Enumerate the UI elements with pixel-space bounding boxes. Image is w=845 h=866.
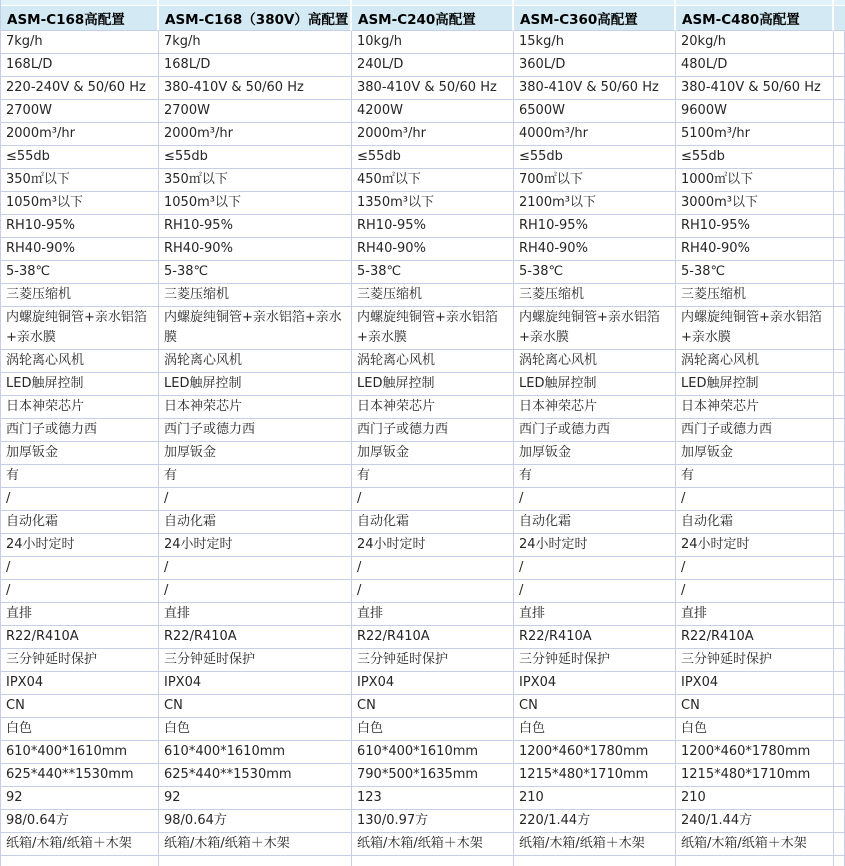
spec-cell: 有 [676, 465, 834, 488]
spec-cell: RH40-90% [1, 238, 159, 261]
spec-cell: 610*400*1610mm [1, 741, 159, 764]
spec-cell: 5-38℃ [159, 261, 352, 284]
spec-cell: 24小时定时 [159, 534, 352, 557]
spec-cell: 700㎡以下 [514, 169, 676, 192]
table-row [1, 810, 845, 833]
table-row [1, 396, 845, 419]
table-row [1, 284, 845, 307]
spec-cell: 加厚钣金 [514, 442, 676, 465]
spec-cell: IPX04 [676, 672, 834, 695]
row-edge-sliver [834, 396, 845, 419]
spec-cell: 三分钟延时保护 [159, 649, 352, 672]
spec-cell: 三菱压缩机 [1, 284, 159, 307]
spec-cell: / [1, 557, 159, 580]
table-row [1, 169, 845, 192]
table-row [1, 695, 845, 718]
table-row [1, 442, 845, 465]
bottom-strip-cell [352, 856, 514, 866]
spec-cell: 3000m³以下 [676, 192, 834, 215]
row-edge-sliver [834, 557, 845, 580]
row-edge-sliver [834, 31, 845, 54]
spec-cell: 1350m³以下 [352, 192, 514, 215]
spec-cell: / [352, 580, 514, 603]
spec-cell: 白色 [159, 718, 352, 741]
column-header: ASM-C168高配置 [1, 6, 159, 31]
spec-cell: / [676, 557, 834, 580]
spec-cell: LED触屏控制 [514, 373, 676, 396]
spec-cell: 日本神荣芯片 [676, 396, 834, 419]
spec-cell: 内螺旋纯铜管+亲水铝箔+亲水膜 [352, 307, 514, 350]
spec-cell: 日本神荣芯片 [514, 396, 676, 419]
row-edge-sliver [834, 672, 845, 695]
row-edge-sliver [834, 284, 845, 307]
spec-cell: 直排 [159, 603, 352, 626]
spec-cell: 涡轮离心风机 [1, 350, 159, 373]
spec-cell: / [1, 580, 159, 603]
spec-cell: 白色 [352, 718, 514, 741]
row-edge-sliver [834, 718, 845, 741]
spec-cell: RH10-95% [352, 215, 514, 238]
spec-cell: RH40-90% [514, 238, 676, 261]
spec-cell: R22/R410A [514, 626, 676, 649]
spec-cell: RH40-90% [676, 238, 834, 261]
spec-cell: / [514, 488, 676, 511]
spec-cell: 6500W [514, 100, 676, 123]
spec-cell: R22/R410A [676, 626, 834, 649]
spec-cell: 220/1.44方 [514, 810, 676, 833]
spec-cell: ≤55db [676, 146, 834, 169]
table-row [1, 534, 845, 557]
spec-cell: 三分钟延时保护 [514, 649, 676, 672]
spec-cell: 日本神荣芯片 [352, 396, 514, 419]
spec-cell: / [159, 488, 352, 511]
table-row [1, 419, 845, 442]
spec-cell: 5-38℃ [676, 261, 834, 284]
spec-cell: 350㎡以下 [159, 169, 352, 192]
spec-cell: RH10-95% [514, 215, 676, 238]
table-row [1, 626, 845, 649]
spec-cell: 加厚钣金 [1, 442, 159, 465]
row-edge-sliver [834, 238, 845, 261]
row-edge-sliver [834, 764, 845, 787]
spec-cell: 1050m³以下 [159, 192, 352, 215]
spec-cell: ≤55db [159, 146, 352, 169]
row-edge-sliver [834, 350, 845, 373]
column-header: ASM-C168（380V）高配置 [159, 6, 352, 31]
spec-cell: 1200*460*1780mm [676, 741, 834, 764]
spec-cell: RH10-95% [159, 215, 352, 238]
row-edge-sliver [834, 54, 845, 77]
spec-cell: LED触屏控制 [352, 373, 514, 396]
spec-cell: 380-410V & 50/60 Hz [352, 77, 514, 100]
row-edge-sliver [834, 77, 845, 100]
spec-cell: 380-410V & 50/60 Hz [159, 77, 352, 100]
spec-cell: 7kg/h [159, 31, 352, 54]
spec-cell: 98/0.64方 [159, 810, 352, 833]
spec-cell: 790*500*1635mm [352, 764, 514, 787]
spec-cell: 1050m³以下 [1, 192, 159, 215]
table-row [1, 192, 845, 215]
spec-cell: / [352, 557, 514, 580]
spec-cell: 西门子或德力西 [352, 419, 514, 442]
spec-cell: LED触屏控制 [1, 373, 159, 396]
spec-cell: 9600W [676, 100, 834, 123]
spec-cell: 三菱压缩机 [352, 284, 514, 307]
spec-cell: 5-38℃ [352, 261, 514, 284]
spec-cell: 5-38℃ [1, 261, 159, 284]
spec-cell: CN [352, 695, 514, 718]
table-row [1, 31, 845, 54]
bottom-strip-cell [159, 856, 352, 866]
spec-cell: 220-240V & 50/60 Hz [1, 77, 159, 100]
table-row [1, 603, 845, 626]
spec-cell: RH40-90% [159, 238, 352, 261]
table-row [1, 580, 845, 603]
spec-cell: 2700W [1, 100, 159, 123]
table-row [1, 787, 845, 810]
table-row [1, 718, 845, 741]
bottom-strip-cell [676, 856, 834, 866]
spec-cell: 610*400*1610mm [159, 741, 352, 764]
spec-cell: 2000m³/hr [1, 123, 159, 146]
table-row [1, 307, 845, 350]
spec-cell: 直排 [352, 603, 514, 626]
bottom-strip-cell [1, 856, 159, 866]
spec-cell: 360L/D [514, 54, 676, 77]
spec-cell: 1000㎡以下 [676, 169, 834, 192]
spec-cell: 有 [352, 465, 514, 488]
bottom-strip-cell [514, 856, 676, 866]
spec-cell: 直排 [1, 603, 159, 626]
spec-cell: 240/1.44方 [676, 810, 834, 833]
spec-cell: 西门子或德力西 [514, 419, 676, 442]
spec-cell: 625*440**1530mm [1, 764, 159, 787]
row-edge-sliver [834, 123, 845, 146]
table-row [1, 557, 845, 580]
spec-cell: 纸箱/木箱/纸箱＋木架 [676, 833, 834, 856]
spec-cell: 加厚钣金 [352, 442, 514, 465]
spec-cell: 加厚钣金 [159, 442, 352, 465]
spec-cell: 自动化霜 [514, 511, 676, 534]
spec-cell: 涡轮离心风机 [676, 350, 834, 373]
spec-cell: R22/R410A [1, 626, 159, 649]
table-row [1, 215, 845, 238]
row-edge-sliver [834, 146, 845, 169]
column-header: ASM-C480高配置 [676, 6, 834, 31]
bottom-strip-cell [834, 856, 845, 866]
spec-cell: / [676, 488, 834, 511]
spec-cell: / [514, 580, 676, 603]
spec-cell: 24小时定时 [352, 534, 514, 557]
row-edge-sliver [834, 787, 845, 810]
spec-cell: 1200*460*1780mm [514, 741, 676, 764]
row-edge-sliver [834, 511, 845, 534]
spec-cell: 610*400*1610mm [352, 741, 514, 764]
spec-cell: 5-38℃ [514, 261, 676, 284]
spec-cell: 168L/D [1, 54, 159, 77]
table-row [1, 350, 845, 373]
spec-cell: 加厚钣金 [676, 442, 834, 465]
spec-cell: IPX04 [1, 672, 159, 695]
table-row [1, 238, 845, 261]
spec-cell: 内螺旋纯铜管+亲水铝箔+亲水膜 [676, 307, 834, 350]
table-row [1, 123, 845, 146]
table-row [1, 741, 845, 764]
row-edge-sliver [834, 419, 845, 442]
spec-cell: / [352, 488, 514, 511]
spec-cell: 24小时定时 [1, 534, 159, 557]
spec-cell: 白色 [1, 718, 159, 741]
row-edge-sliver [834, 192, 845, 215]
spec-cell: 92 [1, 787, 159, 810]
spec-cell: R22/R410A [159, 626, 352, 649]
spec-cell: RH10-95% [676, 215, 834, 238]
spec-cell: 4200W [352, 100, 514, 123]
spec-cell: ≤55db [352, 146, 514, 169]
spec-cell: 2000m³/hr [352, 123, 514, 146]
spec-cell: 白色 [514, 718, 676, 741]
table-row [1, 100, 845, 123]
spec-cell: 2700W [159, 100, 352, 123]
spec-cell: 三菱压缩机 [676, 284, 834, 307]
row-edge-sliver [834, 442, 845, 465]
row-edge-sliver [834, 465, 845, 488]
spec-cell: CN [159, 695, 352, 718]
spec-cell: 自动化霜 [676, 511, 834, 534]
spec-cell: RH40-90% [352, 238, 514, 261]
table-row [1, 54, 845, 77]
spec-cell: 210 [514, 787, 676, 810]
spec-cell: 350㎡以下 [1, 169, 159, 192]
spec-cell: 1215*480*1710mm [676, 764, 834, 787]
row-edge-sliver [834, 261, 845, 284]
spec-cell: 纸箱/木箱/纸箱＋木架 [352, 833, 514, 856]
row-edge-sliver [834, 488, 845, 511]
row-edge-sliver [834, 810, 845, 833]
column-header: ASM-C360高配置 [514, 6, 676, 31]
column-header: ASM-C240高配置 [352, 6, 514, 31]
spec-cell: 98/0.64方 [1, 810, 159, 833]
spec-cell: 西门子或德力西 [159, 419, 352, 442]
row-edge-sliver [834, 649, 845, 672]
spec-cell: IPX04 [159, 672, 352, 695]
spec-cell: 240L/D [352, 54, 514, 77]
spec-cell: / [159, 580, 352, 603]
row-edge-sliver [834, 169, 845, 192]
spec-cell: / [159, 557, 352, 580]
spec-cell: 130/0.97方 [352, 810, 514, 833]
table-row [1, 373, 845, 396]
spec-cell: 380-410V & 50/60 Hz [514, 77, 676, 100]
table-row [1, 261, 845, 284]
spec-cell: 自动化霜 [159, 511, 352, 534]
row-edge-sliver [834, 603, 845, 626]
spec-cell: LED触屏控制 [159, 373, 352, 396]
spec-cell: 日本神荣芯片 [159, 396, 352, 419]
spec-cell: LED触屏控制 [676, 373, 834, 396]
spec-cell: 三分钟延时保护 [352, 649, 514, 672]
row-edge-sliver [834, 695, 845, 718]
table-row [1, 488, 845, 511]
spec-cell: 三菱压缩机 [514, 284, 676, 307]
row-edge-sliver [834, 626, 845, 649]
table-row [1, 649, 845, 672]
table-row [1, 511, 845, 534]
row-edge-sliver [834, 307, 845, 350]
spec-cell: 有 [514, 465, 676, 488]
spec-cell: 2100m³以下 [514, 192, 676, 215]
spec-cell: 123 [352, 787, 514, 810]
spec-cell: 210 [676, 787, 834, 810]
spec-cell: 168L/D [159, 54, 352, 77]
spec-cell: 450㎡以下 [352, 169, 514, 192]
spec-cell: 480L/D [676, 54, 834, 77]
spec-cell: 纸箱/木箱/纸箱＋木架 [514, 833, 676, 856]
spec-cell: 380-410V & 50/60 Hz [676, 77, 834, 100]
table-row [1, 764, 845, 787]
spec-cell: 内螺旋纯铜管+亲水铝箔+亲水膜 [1, 307, 159, 350]
row-edge-sliver [834, 100, 845, 123]
row-edge-sliver [834, 534, 845, 557]
table-row [1, 672, 845, 695]
spec-cell: ≤55db [1, 146, 159, 169]
spec-cell: IPX04 [352, 672, 514, 695]
spec-cell: 三菱压缩机 [159, 284, 352, 307]
spec-cell: / [676, 580, 834, 603]
spec-cell: 92 [159, 787, 352, 810]
spec-cell: 西门子或德力西 [676, 419, 834, 442]
spec-cell: 10kg/h [352, 31, 514, 54]
spec-cell: 有 [159, 465, 352, 488]
spec-cell: 纸箱/木箱/纸箱＋木架 [159, 833, 352, 856]
spec-cell: 2000m³/hr [159, 123, 352, 146]
table-row [1, 77, 845, 100]
row-edge-sliver [834, 373, 845, 396]
spec-cell: 三分钟延时保护 [1, 649, 159, 672]
spec-cell: ≤55db [514, 146, 676, 169]
spec-cell: 24小时定时 [514, 534, 676, 557]
spec-cell: 内螺旋纯铜管+亲水铝箔+亲水膜 [514, 307, 676, 350]
spec-cell: 三分钟延时保护 [676, 649, 834, 672]
table-row [1, 465, 845, 488]
spec-cell: / [1, 488, 159, 511]
spec-cell: 20kg/h [676, 31, 834, 54]
spec-cell: CN [676, 695, 834, 718]
spec-cell: 内螺旋纯铜管+亲水铝箔+亲水膜 [159, 307, 352, 350]
spec-cell: 自动化霜 [1, 511, 159, 534]
spec-cell: 直排 [514, 603, 676, 626]
spec-cell: 日本神荣芯片 [1, 396, 159, 419]
table-row [1, 146, 845, 169]
row-edge-sliver [834, 215, 845, 238]
spec-cell: 西门子或德力西 [1, 419, 159, 442]
spec-cell: 有 [1, 465, 159, 488]
spec-cell: 7kg/h [1, 31, 159, 54]
spec-cell: R22/R410A [352, 626, 514, 649]
spec-cell: 涡轮离心风机 [514, 350, 676, 373]
table-row [1, 833, 845, 856]
row-edge-sliver [834, 741, 845, 764]
spec-cell: 白色 [676, 718, 834, 741]
spec-cell: CN [1, 695, 159, 718]
spec-cell: / [514, 557, 676, 580]
spec-cell: RH10-95% [1, 215, 159, 238]
spec-cell: 直排 [676, 603, 834, 626]
spec-cell: 纸箱/木箱/纸箱＋木架 [1, 833, 159, 856]
spec-cell: 涡轮离心风机 [352, 350, 514, 373]
header-edge-sliver [834, 6, 845, 31]
row-edge-sliver [834, 833, 845, 856]
spec-cell: IPX04 [514, 672, 676, 695]
spec-cell: 24小时定时 [676, 534, 834, 557]
spec-cell: 4000m³/hr [514, 123, 676, 146]
spec-cell: 1215*480*1710mm [514, 764, 676, 787]
row-edge-sliver [834, 580, 845, 603]
spec-cell: 自动化霜 [352, 511, 514, 534]
spec-cell: 5100m³/hr [676, 123, 834, 146]
spec-cell: CN [514, 695, 676, 718]
spec-cell: 15kg/h [514, 31, 676, 54]
spec-cell: 涡轮离心风机 [159, 350, 352, 373]
spec-cell: 625*440**1530mm [159, 764, 352, 787]
